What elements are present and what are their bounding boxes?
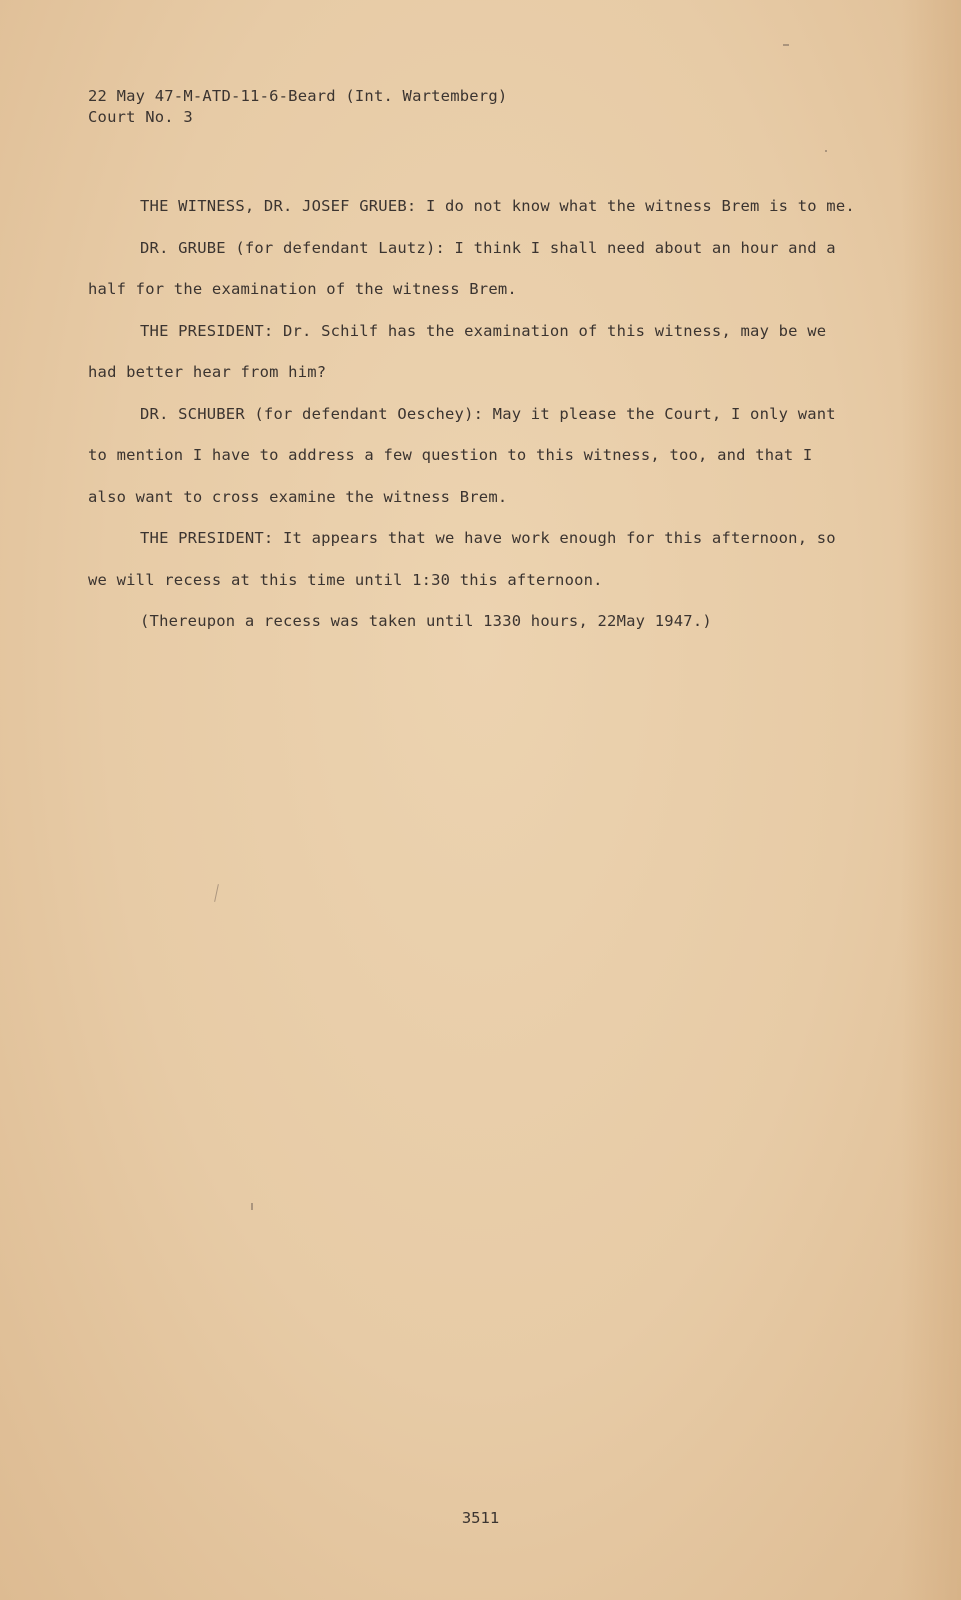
- transcript-body: [88, 186, 858, 643]
- header-line-court: Court No. 3: [88, 108, 193, 126]
- transcript-paragraph: THE PRESIDENT: It appears that we have work enough for this afternoon, so we will recess at this time until 1:30 this afternoon.: [88, 529, 836, 589]
- transcript-paragraph: DR. GRUBE (for defendant Lautz): I think I shall need about an hour and a half for the examination of the witness Brem.: [88, 238, 836, 298]
- paper-speck: [214, 884, 219, 902]
- transcript-paragraph: (Thereupon a recess was taken until 1330 hours, 22May 1947.): [140, 612, 712, 630]
- page-number: 3511: [461, 1509, 500, 1527]
- paper-speck: [783, 44, 789, 46]
- transcript-paragraph: THE PRESIDENT: Dr. Schilf has the examination of this witness, may be we had better hear from him?: [88, 321, 827, 381]
- document-header: [88, 86, 507, 128]
- paper-speck: [825, 150, 827, 152]
- paper-speck: [251, 1203, 253, 1210]
- header-line-session: 22 May 47-M-ATD-11-6-Beard (Int. Wartemberg): [88, 87, 508, 105]
- transcript-paragraph: DR. SCHUBER (for defendant Oeschey): May it please the Court, I only want to mention I have to address a few question to this witness, too, and that I also want to cross examine the witness Brem.: [88, 404, 836, 506]
- transcript-paragraph: THE WITNESS, DR. JOSEF GRUEB: I do not know what the witness Brem is to me.: [140, 197, 855, 215]
